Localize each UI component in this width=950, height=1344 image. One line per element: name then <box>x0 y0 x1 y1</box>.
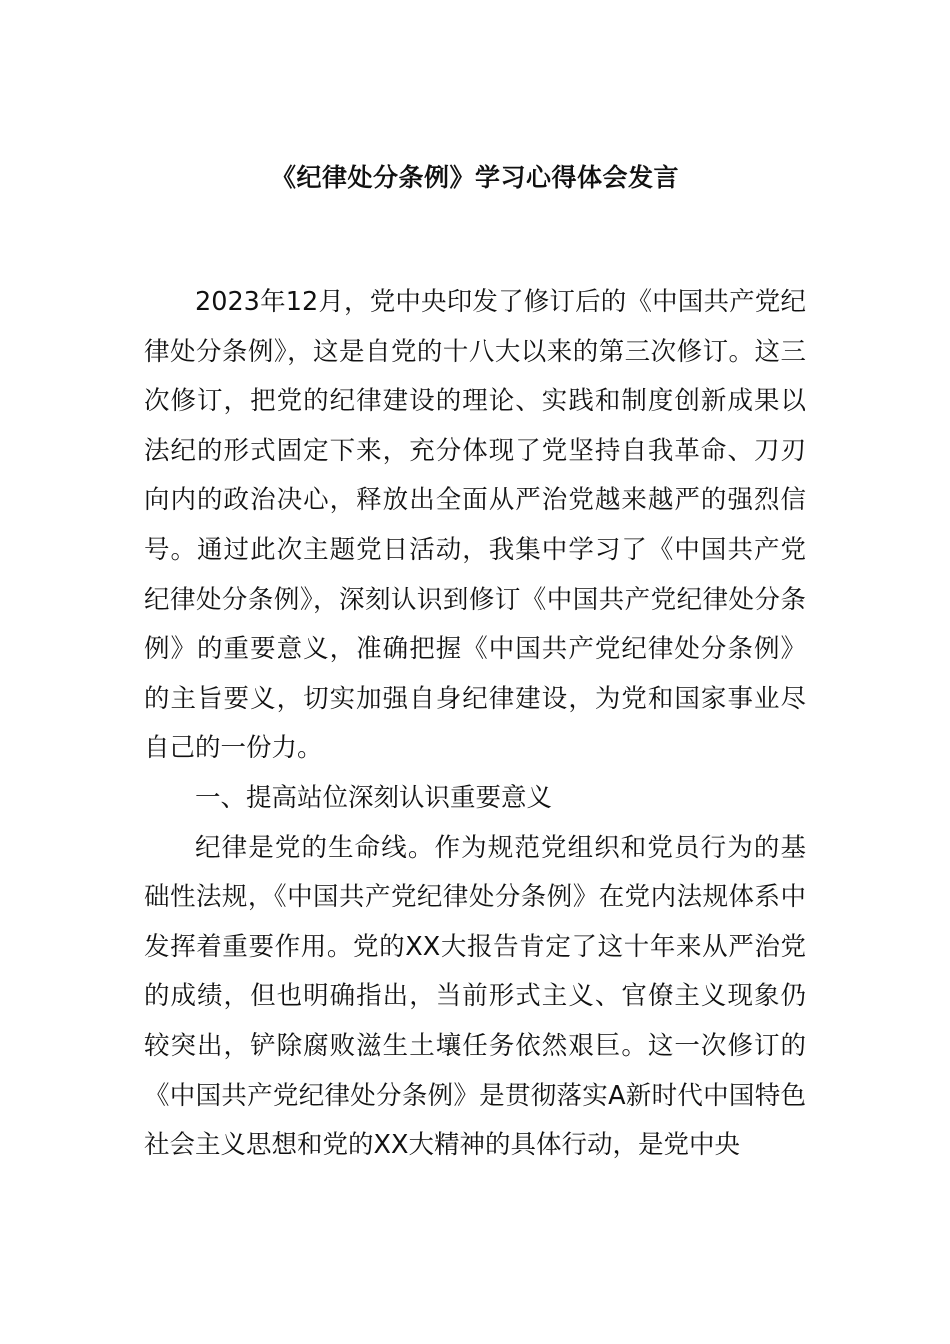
section-heading-1: 一、提高站位深刻认识重要意义 <box>195 782 553 813</box>
document-body <box>144 278 806 1171</box>
paragraph-section-1: 纪律是党的生命线。作为规范党组织和党员行为的基础性法规，《中国共产党纪律处分条例》在党内法规体系中发挥着重要作用。党的XX大报告肯定了这十年来从严治党的成绩，但也明确指出，当前形式主义、官僚主义现象仍较突出，铲除腐败滋生土壤任务依然艰巨。这一次修订的《中国共产党纪律处分条例》是贯彻落实A新时代中国特色社会主义思想和党的XX大精神的具体行动，是党中央 <box>144 832 806 1161</box>
paragraph-intro: 2023年12月，党中央印发了修订后的《中国共产党纪律处分条例》，这是自党的十八大以来的第三次修订。这三次修订，把党的纪律建设的理论、实践和制度创新成果以法纪的形式固定下来，充分体现了党坚持自我革命、刀刃向内的政治决心，释放出全面从严治党越来越严的强烈信号。通过此次主题党日活动，我集中学习了《中国共产党纪律处分条例》，深刻认识到修订《中国共产党纪律处分条例》的重要意义，准确把握《中国共产党纪律处分条例》的主旨要义，切实加强自身纪律建设，为党和国家事业尽自己的一份力。 <box>144 287 806 764</box>
document-title: 《纪律处分条例》学习心得体会发言 <box>270 163 679 192</box>
